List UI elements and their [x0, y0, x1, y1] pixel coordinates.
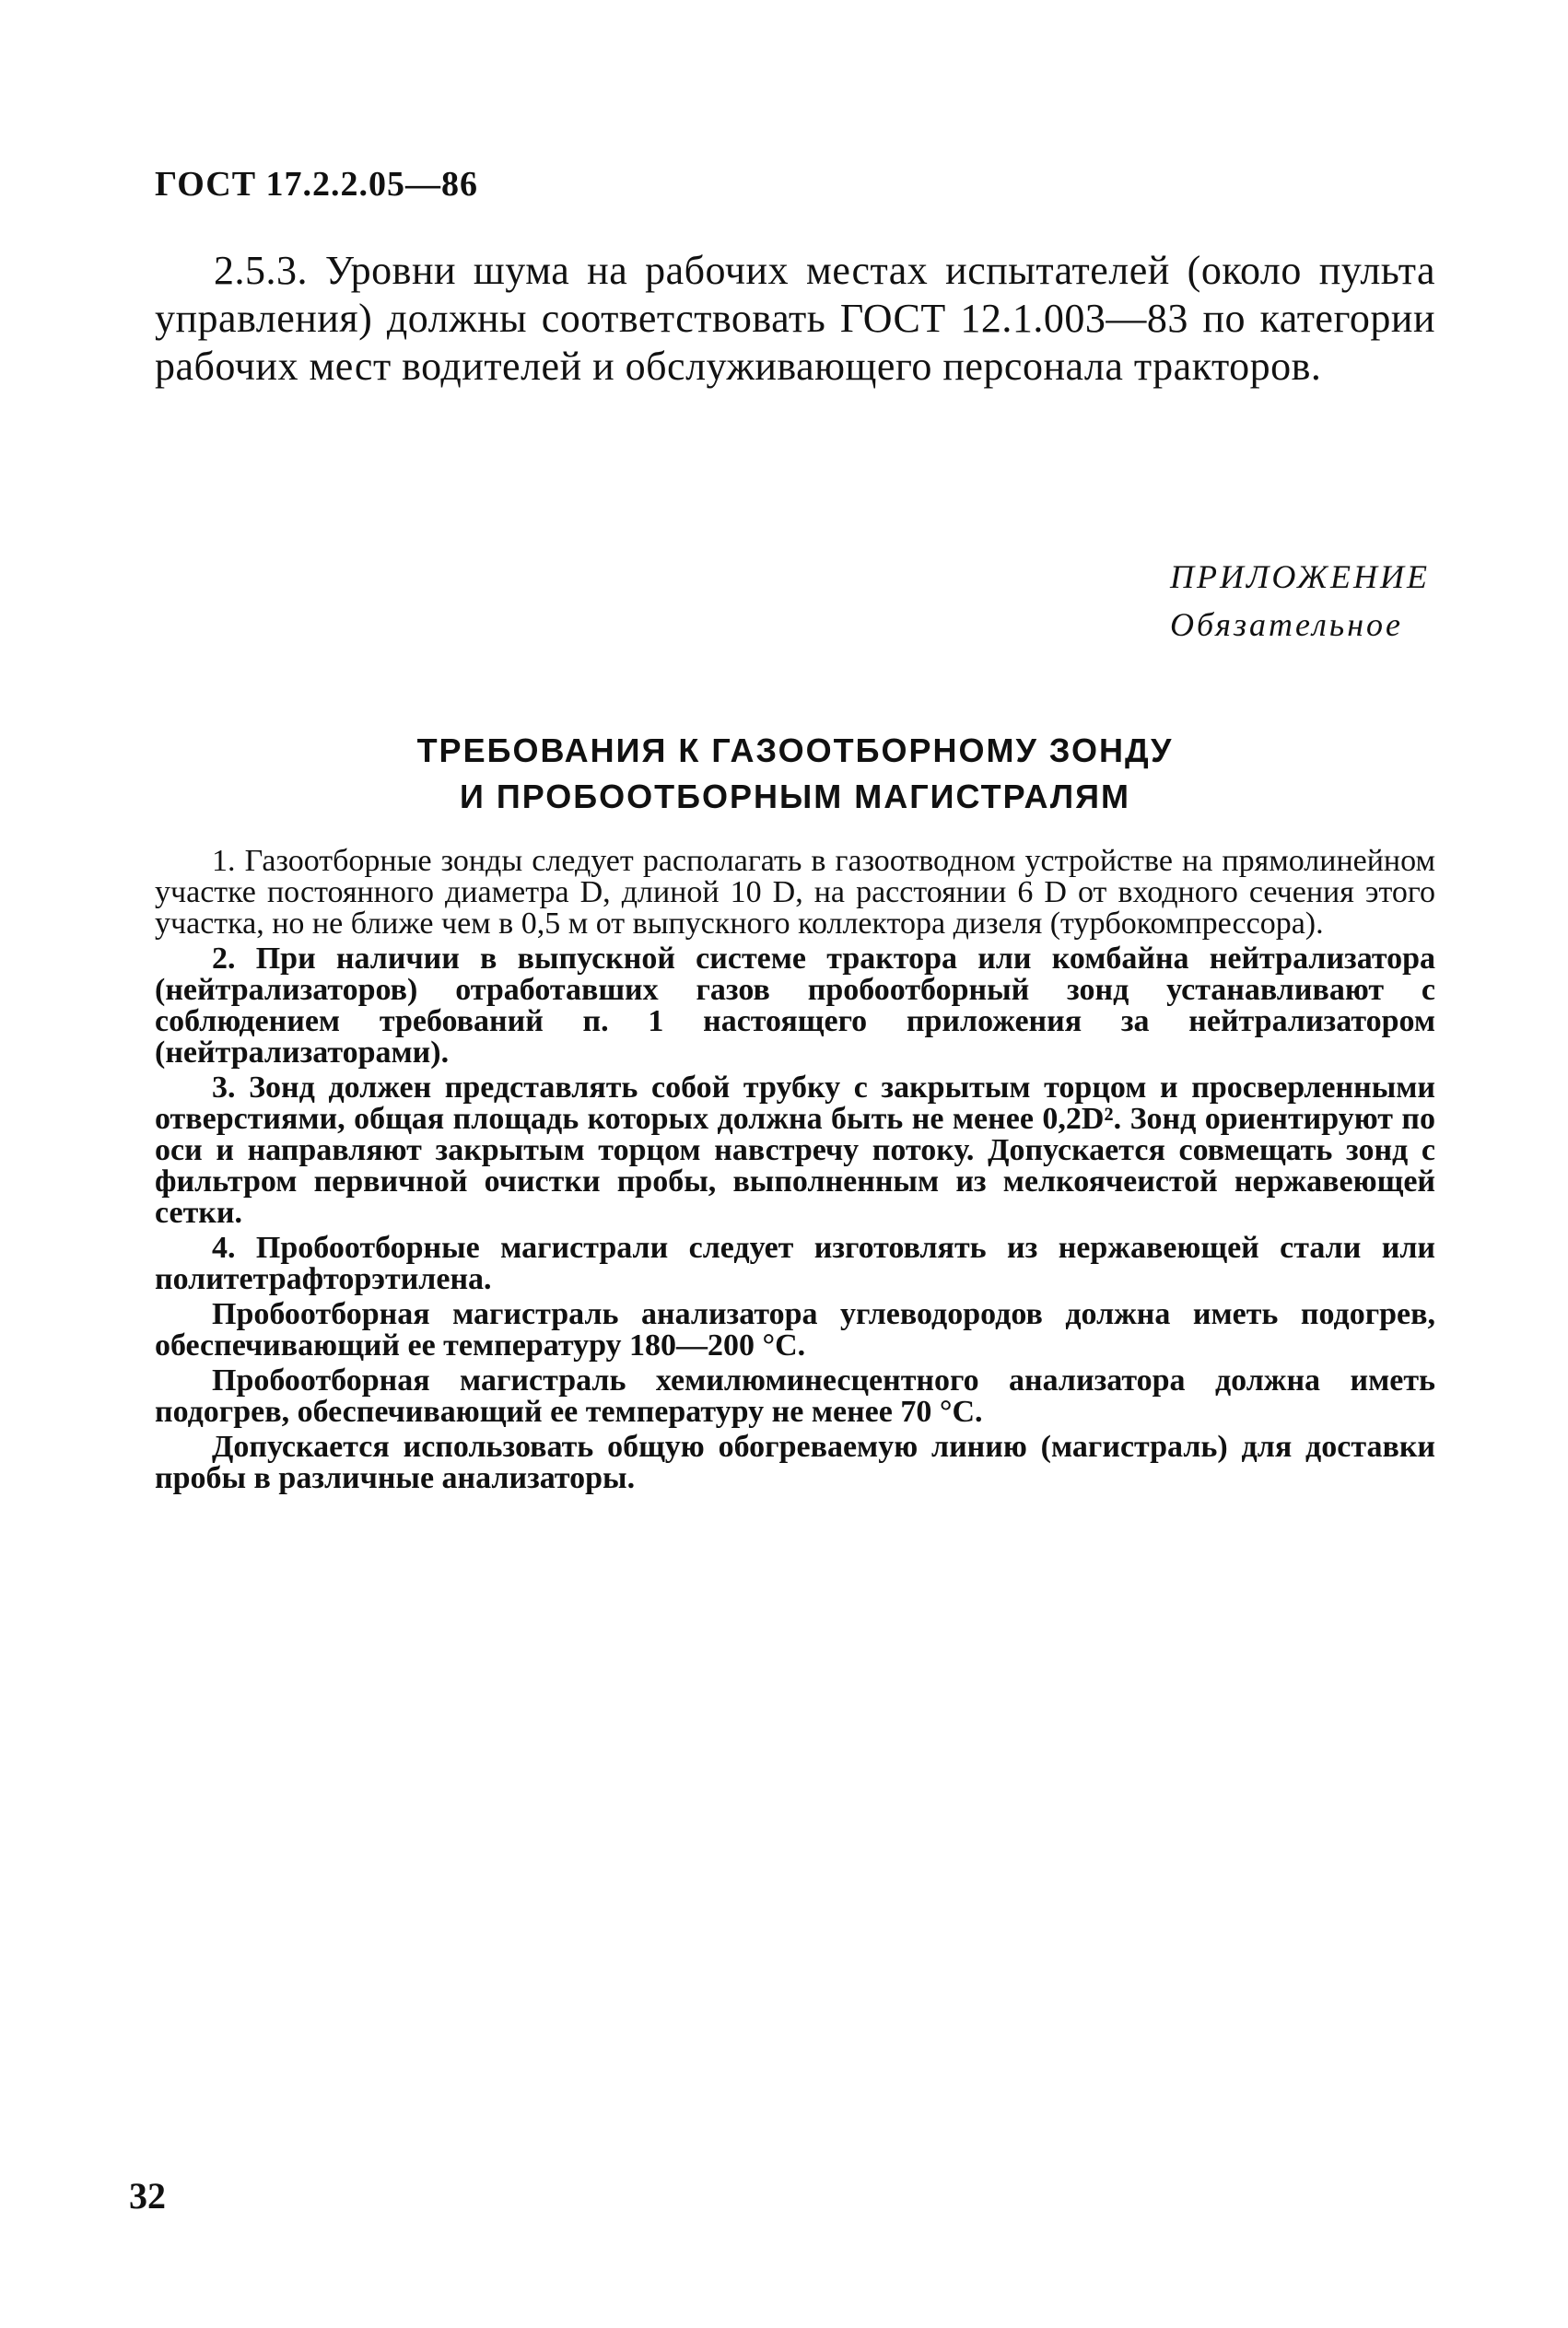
- paragraph-6: Пробоотборная магистраль хемилюминесцентного анализатора должна иметь подогрев, обеспечивающий ее температуру не менее 70 °С.: [155, 1363, 1435, 1429]
- paragraph-1: 1. Газоотборные зонды следует располагать в газоотводном устройстве на прямолинейном участке постоянного диаметра D, длиной 10 D, на расстоянии 6 D от входного сечения этого участка, но не ближе чем в 0,5 м от выпускного коллектора дизеля (турбокомпрессора).: [155, 844, 1435, 941]
- section-2-5-3: [155, 247, 1435, 391]
- paragraph-4: 4. Пробоотборные магистрали следует изготовлять из нержавеющей стали или политетрафторэтилена.: [155, 1231, 1435, 1296]
- title-line-1: ТРЕБОВАНИЯ К ГАЗООТБОРНОМУ ЗОНДУ: [416, 731, 1174, 769]
- document-header: ГОСТ 17.2.2.05—86: [155, 165, 479, 204]
- paragraph-3: 3. Зонд должен представлять собой трубку с закрытым торцом и просверленными отверстиями, общая площадь которых должна быть не менее 0,2D². Зонд ориентируют по оси и направляют закрытым торцом навстречу потоку. Допускается совмещать зонд с фильтром первичной очистки пробы, выполненным из мелкоячеистой нержавеющей сетки.: [155, 1070, 1435, 1230]
- paragraph-2: 2. При наличии в выпускной системе трактора или комбайна нейтрализатора (нейтрализаторов) отработавших газов пробоотборный зонд устанавливают с соблюдением требований п. 1 настоящего приложения за нейтрализатором (нейтрализаторами).: [155, 942, 1435, 1070]
- title-line-2: И ПРОБООТБОРНЫМ МАГИСТРАЛЯМ: [459, 778, 1131, 815]
- paragraph-7: Допускается использовать общую обогреваемую линию (магистраль) для доставки пробы в различные анализаторы.: [155, 1430, 1435, 1495]
- appendix-label: ПРИЛОЖЕНИЕ: [1170, 558, 1430, 595]
- appendix-block: [1170, 553, 1430, 649]
- appendix-body: [155, 846, 1435, 1498]
- page-number: 32: [129, 2175, 166, 2217]
- appendix-title: [155, 728, 1435, 820]
- paragraph-5: Пробоотборная магистраль анализатора углеводородов должна иметь подогрев, обеспечивающий ее температуру 180—200 °С.: [155, 1297, 1435, 1363]
- appendix-status: Обязательное: [1170, 606, 1404, 643]
- section-2-5-3-text: 2.5.3. Уровни шума на рабочих местах испытателей (около пульта управления) должны соответствовать ГОСТ 12.1.003—83 по категории рабочих мест водителей и обслуживающего персонала тракторов.: [155, 248, 1435, 389]
